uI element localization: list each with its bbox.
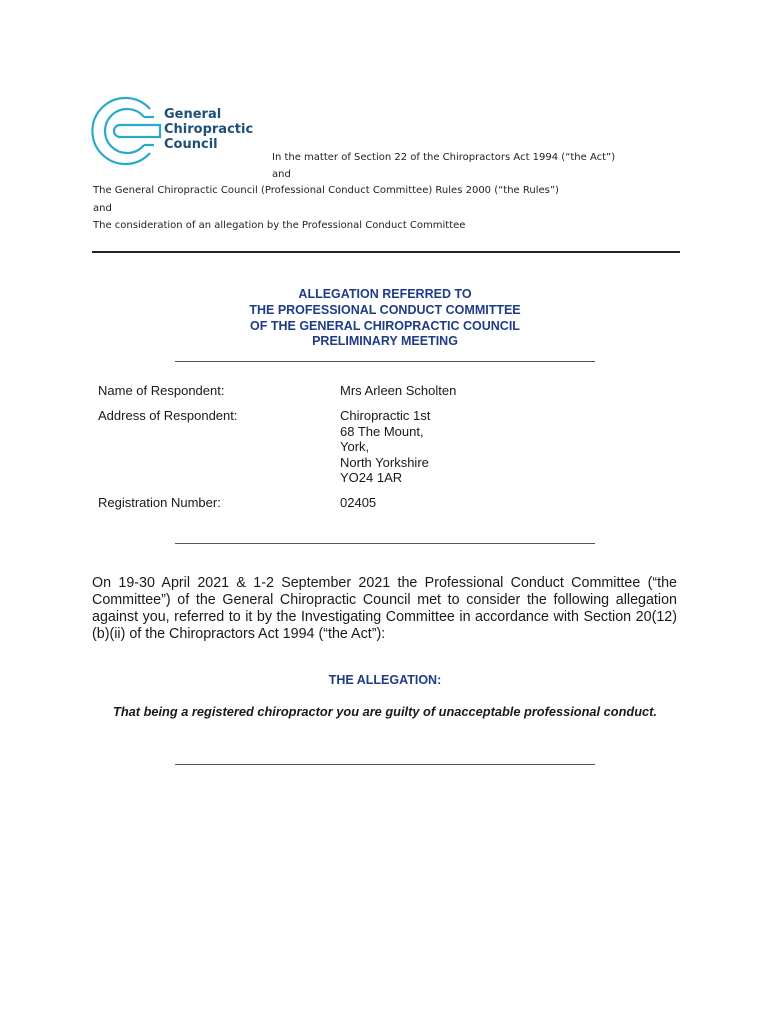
matter-line-4: and — [93, 203, 112, 214]
heading-line-2: THE PROFESSIONAL CONDUCT COMMITTEE — [249, 303, 521, 317]
heading-line-1: ALLEGATION REFERRED TO — [298, 287, 472, 301]
header-divider — [92, 251, 680, 253]
respondent-address-label: Address of Respondent: — [98, 408, 238, 423]
matter-line-5: The consideration of an allegation by the Professional Conduct Committee — [93, 220, 466, 231]
registration-number-label: Registration Number: — [98, 495, 221, 510]
allegation-text: That being a registered chiropractor you are guilty of unacceptable professional conduct. — [113, 704, 657, 719]
gcc-logo-wordmark — [164, 107, 253, 152]
logo-line-1: General — [164, 107, 222, 122]
address-line-1: Chiropractic 1st — [340, 408, 431, 423]
registration-number-value: 02405 — [340, 495, 377, 510]
intro-paragraph: On 19-30 April 2021 & 1-2 September 2021 the Professional Conduct Committee (“the Committee”) of the General Chiropractic Council met to consider the following allegation against you, referred to it by the Investigating Committee in accordance with Section 20(12)(b)(ii) of the Chiropractors Act 1994 (“the Act”): — [92, 575, 677, 642]
respondent-name-value: Mrs Arleen Scholten — [340, 383, 457, 398]
logo-line-3: Council — [164, 137, 218, 152]
matter-line-2: and — [272, 169, 291, 180]
heading-line-3: OF THE GENERAL CHIROPRACTIC COUNCIL — [250, 319, 520, 333]
gcc-logo-mark-icon — [84, 95, 162, 167]
matter-line-1: In the matter of Section 22 of the Chiropractors Act 1994 (“the Act”) — [272, 152, 616, 163]
section-divider-1 — [175, 361, 595, 362]
respondent-name-label: Name of Respondent: — [98, 383, 225, 398]
address-line-3: York, — [340, 439, 370, 454]
section-divider-3 — [175, 764, 595, 765]
address-line-2: 68 The Mount, — [340, 424, 424, 439]
address-line-5: YO24 1AR — [340, 470, 403, 485]
logo-line-2: Chiropractic — [164, 122, 254, 137]
address-line-4: North Yorkshire — [340, 455, 429, 470]
section-divider-2 — [175, 543, 595, 544]
allegation-title: THE ALLEGATION: — [328, 673, 442, 687]
heading-line-4: PRELIMINARY MEETING — [312, 334, 458, 348]
matter-line-3: The General Chiropractic Council (Professional Conduct Committee) Rules 2000 (“the Rules”) — [93, 185, 559, 196]
gcc-logo — [84, 95, 254, 167]
